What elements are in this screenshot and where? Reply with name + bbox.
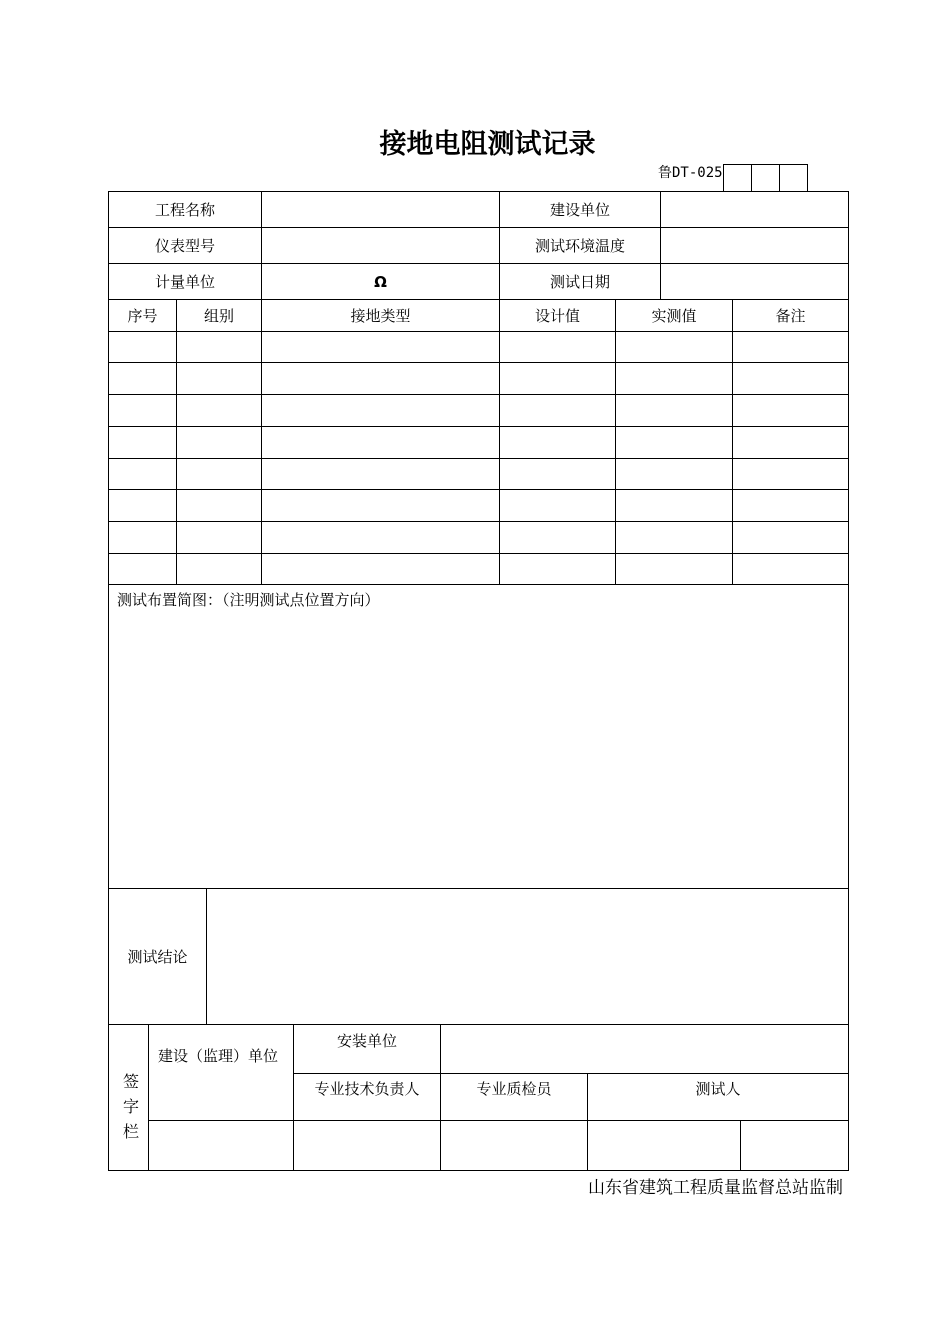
table-cell-design-value[interactable] [500, 490, 615, 521]
signature-tester[interactable] [588, 1121, 740, 1170]
table-cell-group[interactable] [177, 332, 261, 362]
table-cell-serial[interactable] [109, 363, 176, 394]
signature-qc-inspector[interactable] [441, 1121, 587, 1170]
label-test-temperature: 测试环境温度 [534, 237, 625, 255]
code-boxes [723, 164, 808, 191]
signature-construction[interactable] [149, 1121, 293, 1170]
table-cell-grounding-type[interactable] [262, 332, 499, 362]
table-cell-design-value[interactable] [500, 554, 615, 584]
table-cell-remarks[interactable] [733, 363, 848, 394]
value-project-name[interactable] [262, 192, 499, 227]
label-qc-inspector: 专业质检员 [476, 1080, 552, 1098]
table-cell-measured-value[interactable] [616, 363, 732, 394]
table-cell-grounding-type[interactable] [262, 522, 499, 553]
table-cell-design-value[interactable] [500, 363, 615, 394]
table-cell-serial[interactable] [109, 395, 176, 426]
table-cell-remarks[interactable] [733, 459, 848, 489]
table-cell-group[interactable] [177, 490, 261, 521]
value-unit: Ω [374, 272, 387, 291]
conclusion-area[interactable] [207, 889, 848, 1024]
table-cell-group[interactable] [177, 554, 261, 584]
table-cell-grounding-type[interactable] [262, 459, 499, 489]
table-cell-design-value[interactable] [500, 332, 615, 362]
table-cell-remarks[interactable] [733, 522, 848, 553]
label-construction-supervision-unit: 建设（监理）单位 [158, 1047, 279, 1065]
diagram-label: 测试布置简图：（注明测试点位置方向） [117, 591, 380, 609]
value-test-date[interactable] [661, 264, 848, 299]
footer-issuer: 山东省建筑工程质量监督总站监制 [588, 1178, 843, 1198]
table-cell-group[interactable] [177, 459, 261, 489]
signature-section-label: 签 字 栏 [122, 1072, 139, 1141]
label-unit: 计量单位 [154, 273, 215, 291]
table-cell-remarks[interactable] [733, 490, 848, 521]
header-serial: 序号 [127, 307, 158, 325]
table-cell-design-value[interactable] [500, 427, 615, 458]
value-install-unit[interactable] [441, 1025, 848, 1073]
table-cell-measured-value[interactable] [616, 554, 732, 584]
table-cell-serial[interactable] [109, 490, 176, 521]
table-cell-measured-value[interactable] [616, 459, 732, 489]
table-cell-remarks[interactable] [733, 332, 848, 362]
table-cell-group[interactable] [177, 395, 261, 426]
label-tech-lead: 专业技术负责人 [314, 1080, 420, 1098]
table-cell-design-value[interactable] [500, 395, 615, 426]
table-cell-design-value[interactable] [500, 522, 615, 553]
label-construction-unit: 建设单位 [549, 201, 610, 219]
label-tester: 测试人 [695, 1080, 741, 1098]
table-cell-measured-value[interactable] [616, 332, 732, 362]
table-cell-remarks[interactable] [733, 427, 848, 458]
table-cell-grounding-type[interactable] [262, 363, 499, 394]
table-cell-design-value[interactable] [500, 459, 615, 489]
table-cell-group[interactable] [177, 363, 261, 394]
table-cell-measured-value[interactable] [616, 490, 732, 521]
document-code: 鲁DT-025 [658, 165, 723, 181]
table-cell-measured-value[interactable] [616, 395, 732, 426]
header-design-value: 设计值 [534, 307, 580, 325]
table-cell-serial[interactable] [109, 332, 176, 362]
diagram-area[interactable] [109, 612, 848, 887]
header-grounding-type: 接地类型 [350, 307, 411, 325]
table-cell-group[interactable] [177, 427, 261, 458]
table-cell-grounding-type[interactable] [262, 427, 499, 458]
value-instrument-model[interactable] [262, 228, 499, 263]
header-remarks: 备注 [775, 307, 806, 325]
table-cell-remarks[interactable] [733, 395, 848, 426]
label-install-unit: 安装单位 [336, 1032, 397, 1050]
table-cell-serial[interactable] [109, 459, 176, 489]
table-cell-measured-value[interactable] [616, 427, 732, 458]
label-test-date: 测试日期 [549, 273, 610, 291]
conclusion-label: 测试结论 [127, 948, 188, 966]
label-instrument-model: 仪表型号 [154, 237, 215, 255]
table-cell-remarks[interactable] [733, 554, 848, 584]
label-project-name: 工程名称 [154, 201, 215, 219]
value-construction-unit[interactable] [661, 192, 848, 227]
header-group: 组别 [203, 307, 234, 325]
table-cell-serial[interactable] [109, 522, 176, 553]
signature-extra[interactable] [741, 1121, 848, 1170]
table-cell-serial[interactable] [109, 554, 176, 584]
table-cell-serial[interactable] [109, 427, 176, 458]
value-test-temperature[interactable] [661, 228, 848, 263]
document-title: 接地电阻测试记录 [379, 129, 596, 160]
header-measured-value: 实测值 [651, 307, 697, 325]
table-cell-grounding-type[interactable] [262, 490, 499, 521]
table-cell-grounding-type[interactable] [262, 395, 499, 426]
table-cell-grounding-type[interactable] [262, 554, 499, 584]
table-cell-measured-value[interactable] [616, 522, 732, 553]
signature-tech-lead[interactable] [294, 1121, 440, 1170]
table-cell-group[interactable] [177, 522, 261, 553]
